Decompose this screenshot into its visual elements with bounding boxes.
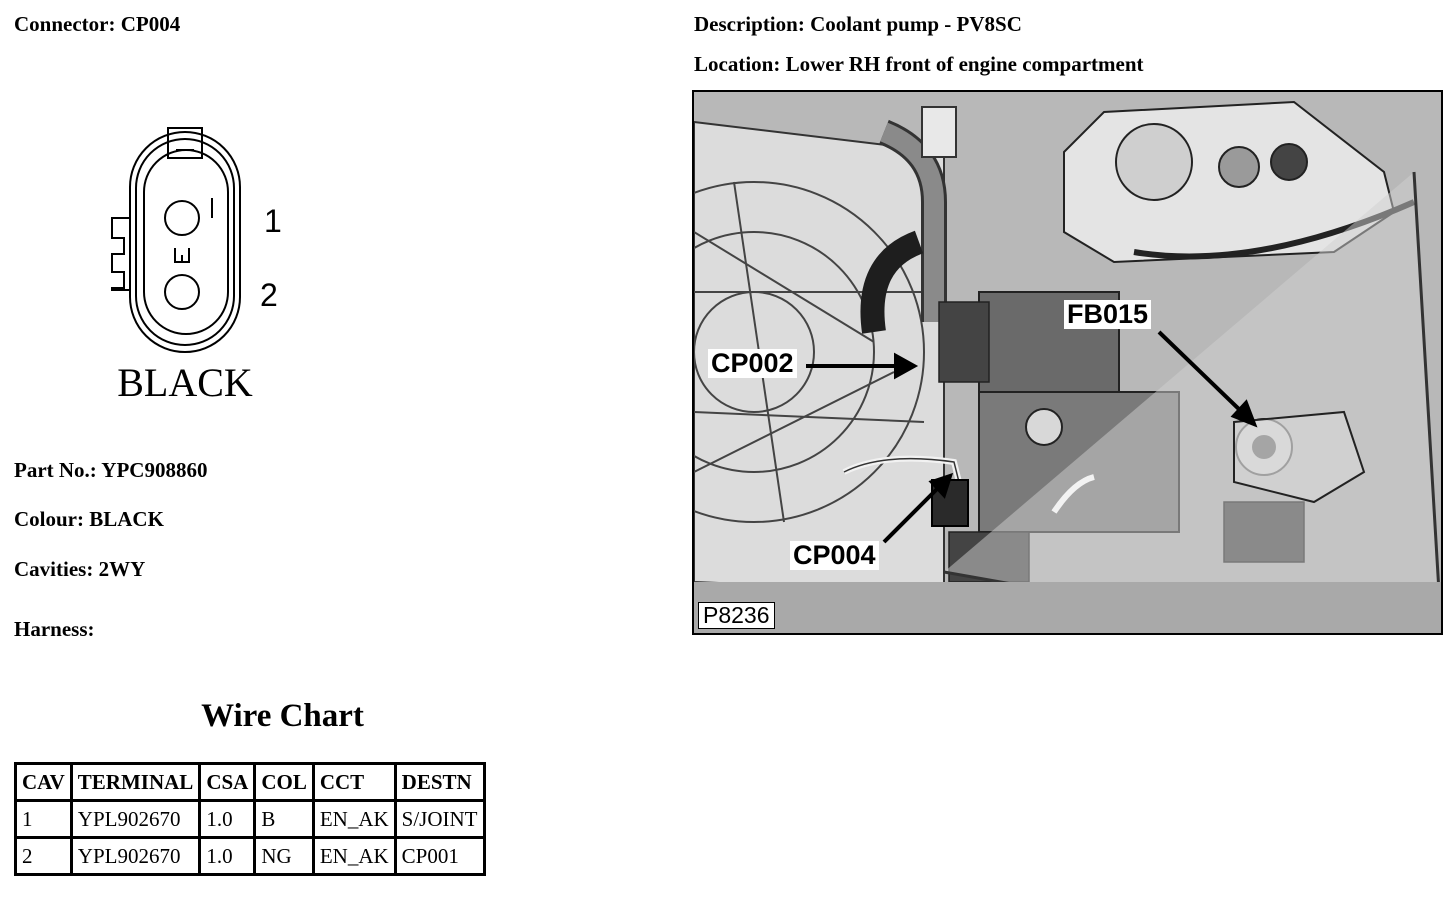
table-cell: CP001 xyxy=(395,838,484,875)
connector-value: CP004 xyxy=(120,12,181,36)
connector-label: Connector: xyxy=(14,12,116,36)
cavities-value: 2WY xyxy=(98,557,146,581)
colour-value: BLACK xyxy=(89,507,164,531)
column-header: CCT xyxy=(313,764,395,801)
table-cell: NG xyxy=(255,838,314,875)
callout-fb015: FB015 xyxy=(1064,300,1151,329)
colour xyxy=(14,509,164,530)
harness-label: Harness: xyxy=(14,617,95,641)
wire-chart-table xyxy=(14,762,486,876)
cavities-label: Cavities: xyxy=(14,557,94,581)
table-cell: 2 xyxy=(16,838,72,875)
table-cell: 1.0 xyxy=(200,801,255,838)
part-number xyxy=(14,460,207,481)
pin-1-label: 1 xyxy=(264,203,282,239)
column-header: TERMINAL xyxy=(71,764,200,801)
part-label: Part No.: xyxy=(14,458,97,482)
column-header: DESTN xyxy=(395,764,484,801)
description-label: Description: xyxy=(694,12,805,36)
table-cell: EN_AK xyxy=(313,838,395,875)
table-header-row xyxy=(16,764,485,801)
colour-caption: BLACK xyxy=(117,360,253,405)
description-heading xyxy=(694,14,1022,35)
column-header: COL xyxy=(255,764,314,801)
pin-2-label: 2 xyxy=(260,277,278,313)
harness xyxy=(14,619,95,640)
callout-cp004: CP004 xyxy=(790,541,879,570)
connector-face-diagram xyxy=(100,120,320,410)
table-row xyxy=(16,838,485,875)
callout-cp002: CP002 xyxy=(708,349,797,378)
table-cell: 1 xyxy=(16,801,72,838)
table-cell: S/JOINT xyxy=(395,801,484,838)
cavities xyxy=(14,559,145,580)
table-row xyxy=(16,801,485,838)
part-value: YPC908860 xyxy=(101,458,208,482)
location-value: Lower RH front of engine compartment xyxy=(785,52,1144,76)
colour-label: Colour: xyxy=(14,507,84,531)
location-label: Location: xyxy=(694,52,781,76)
connector-heading xyxy=(14,14,180,35)
column-header: CAV xyxy=(16,764,72,801)
location-heading xyxy=(694,54,1144,75)
location-photo xyxy=(692,90,1443,635)
column-header: CSA xyxy=(200,764,255,801)
table-cell: EN_AK xyxy=(313,801,395,838)
table-cell: YPL902670 xyxy=(71,838,200,875)
table-cell: B xyxy=(255,801,314,838)
table-cell: 1.0 xyxy=(200,838,255,875)
photo-reference: P8236 xyxy=(698,602,775,629)
wire-chart-title: Wire Chart xyxy=(201,698,364,734)
table-cell: YPL902670 xyxy=(71,801,200,838)
description-value: Coolant pump - PV8SC xyxy=(810,12,1022,36)
